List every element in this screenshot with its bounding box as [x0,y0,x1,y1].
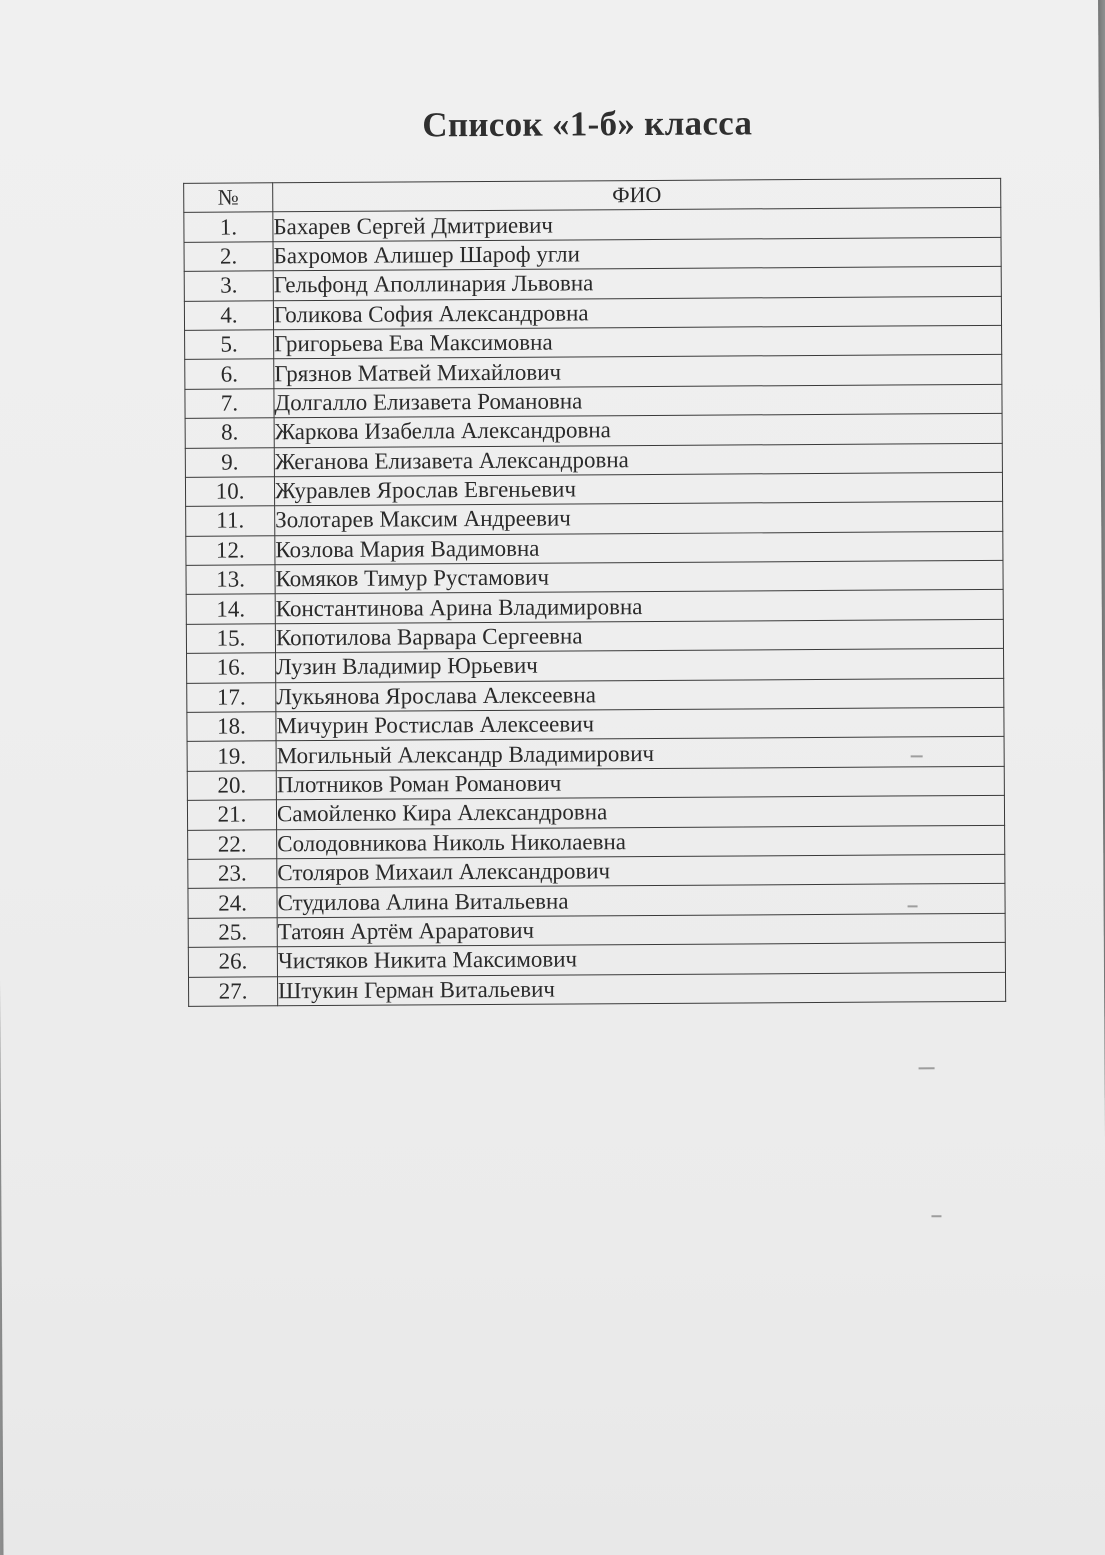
student-name: Татоян Артём Араратович [277,913,1005,947]
row-number: 11. [186,506,275,536]
row-number: 21. [187,800,276,830]
row-number: 1. [184,212,273,242]
row-number: 18. [187,712,276,742]
table-row [188,972,1005,1006]
row-number: 14. [186,594,275,624]
student-name: Козлова Мария Вадимовна [275,531,1003,565]
row-number: 3. [184,271,273,301]
student-name: Долгалло Елизавета Романовна [274,384,1002,418]
student-name: Лузин Владимир Юрьевич [276,649,1004,683]
student-name: Бахарев Сергей Дмитриевич [273,208,1001,242]
row-number: 25. [188,918,277,948]
row-number: 26. [188,947,277,977]
student-name: Солодовникова Николь Николаевна [277,825,1005,859]
row-number: 24. [188,888,277,918]
student-name: Бахромов Алишер Шароф угли [273,237,1001,271]
table-body [184,208,1006,1007]
row-number: 4. [184,300,273,330]
paper-speck [908,905,918,907]
student-name: Комяков Тимур Рустамович [275,560,1003,594]
student-name: Жеганова Елизавета Александровна [274,443,1002,477]
row-number: 8. [185,418,274,448]
row-number: 27. [188,976,277,1006]
student-name: Копотилова Варвара Сергеевна [275,619,1003,653]
student-name: Плотников Роман Романович [276,766,1004,800]
paper-speck [931,1215,941,1217]
student-name: Могильный Александр Владимирович [276,737,1004,771]
number-column-header: № [184,183,273,213]
student-name: Чистяков Никита Максимович [277,942,1005,976]
student-name: Самойленко Кира Александровна [276,796,1004,830]
row-number: 13. [186,565,275,595]
document-title: Список «1-б» класса [422,103,753,145]
student-name: Журавлев Ярослав Евгеньевич [274,472,1002,506]
student-name: Мичурин Ростислав Алексеевич [276,707,1004,741]
student-name: Штукин Герман Витальевич [277,972,1005,1006]
row-number: 22. [188,829,277,859]
student-name: Грязнов Матвей Михайлович [274,355,1002,389]
student-name: Золотарев Максим Андреевич [275,502,1003,536]
class-roster-table [183,178,1006,1007]
student-name: Голикова София Александровна [273,296,1001,330]
paper-speck [911,755,923,757]
name-column-header: ФИО [273,178,1001,212]
paper-speck [919,1067,935,1069]
student-name: Столяров Михаил Александрович [277,854,1005,888]
student-name: Григорьева Ева Максимовна [274,325,1002,359]
student-name: Жаркова Изабелла Александровна [274,413,1002,447]
student-name: Гельфонд Аполлинария Львовна [273,267,1001,301]
row-number: 10. [185,477,274,507]
row-number: 9. [185,447,274,477]
row-number: 20. [187,771,276,801]
row-number: 5. [185,330,274,360]
student-name: Константинова Арина Владимировна [275,590,1003,624]
row-number: 7. [185,389,274,419]
row-number: 16. [187,653,276,683]
row-number: 23. [188,859,277,889]
row-number: 12. [186,535,275,565]
student-name: Студилова Алина Витальевна [277,884,1005,918]
student-name: Лукьянова Ярослава Алексеевна [276,678,1004,712]
row-number: 6. [185,359,274,389]
row-number: 19. [187,741,276,771]
row-number: 15. [186,624,275,654]
row-number: 2. [184,242,273,272]
row-number: 17. [187,682,276,712]
